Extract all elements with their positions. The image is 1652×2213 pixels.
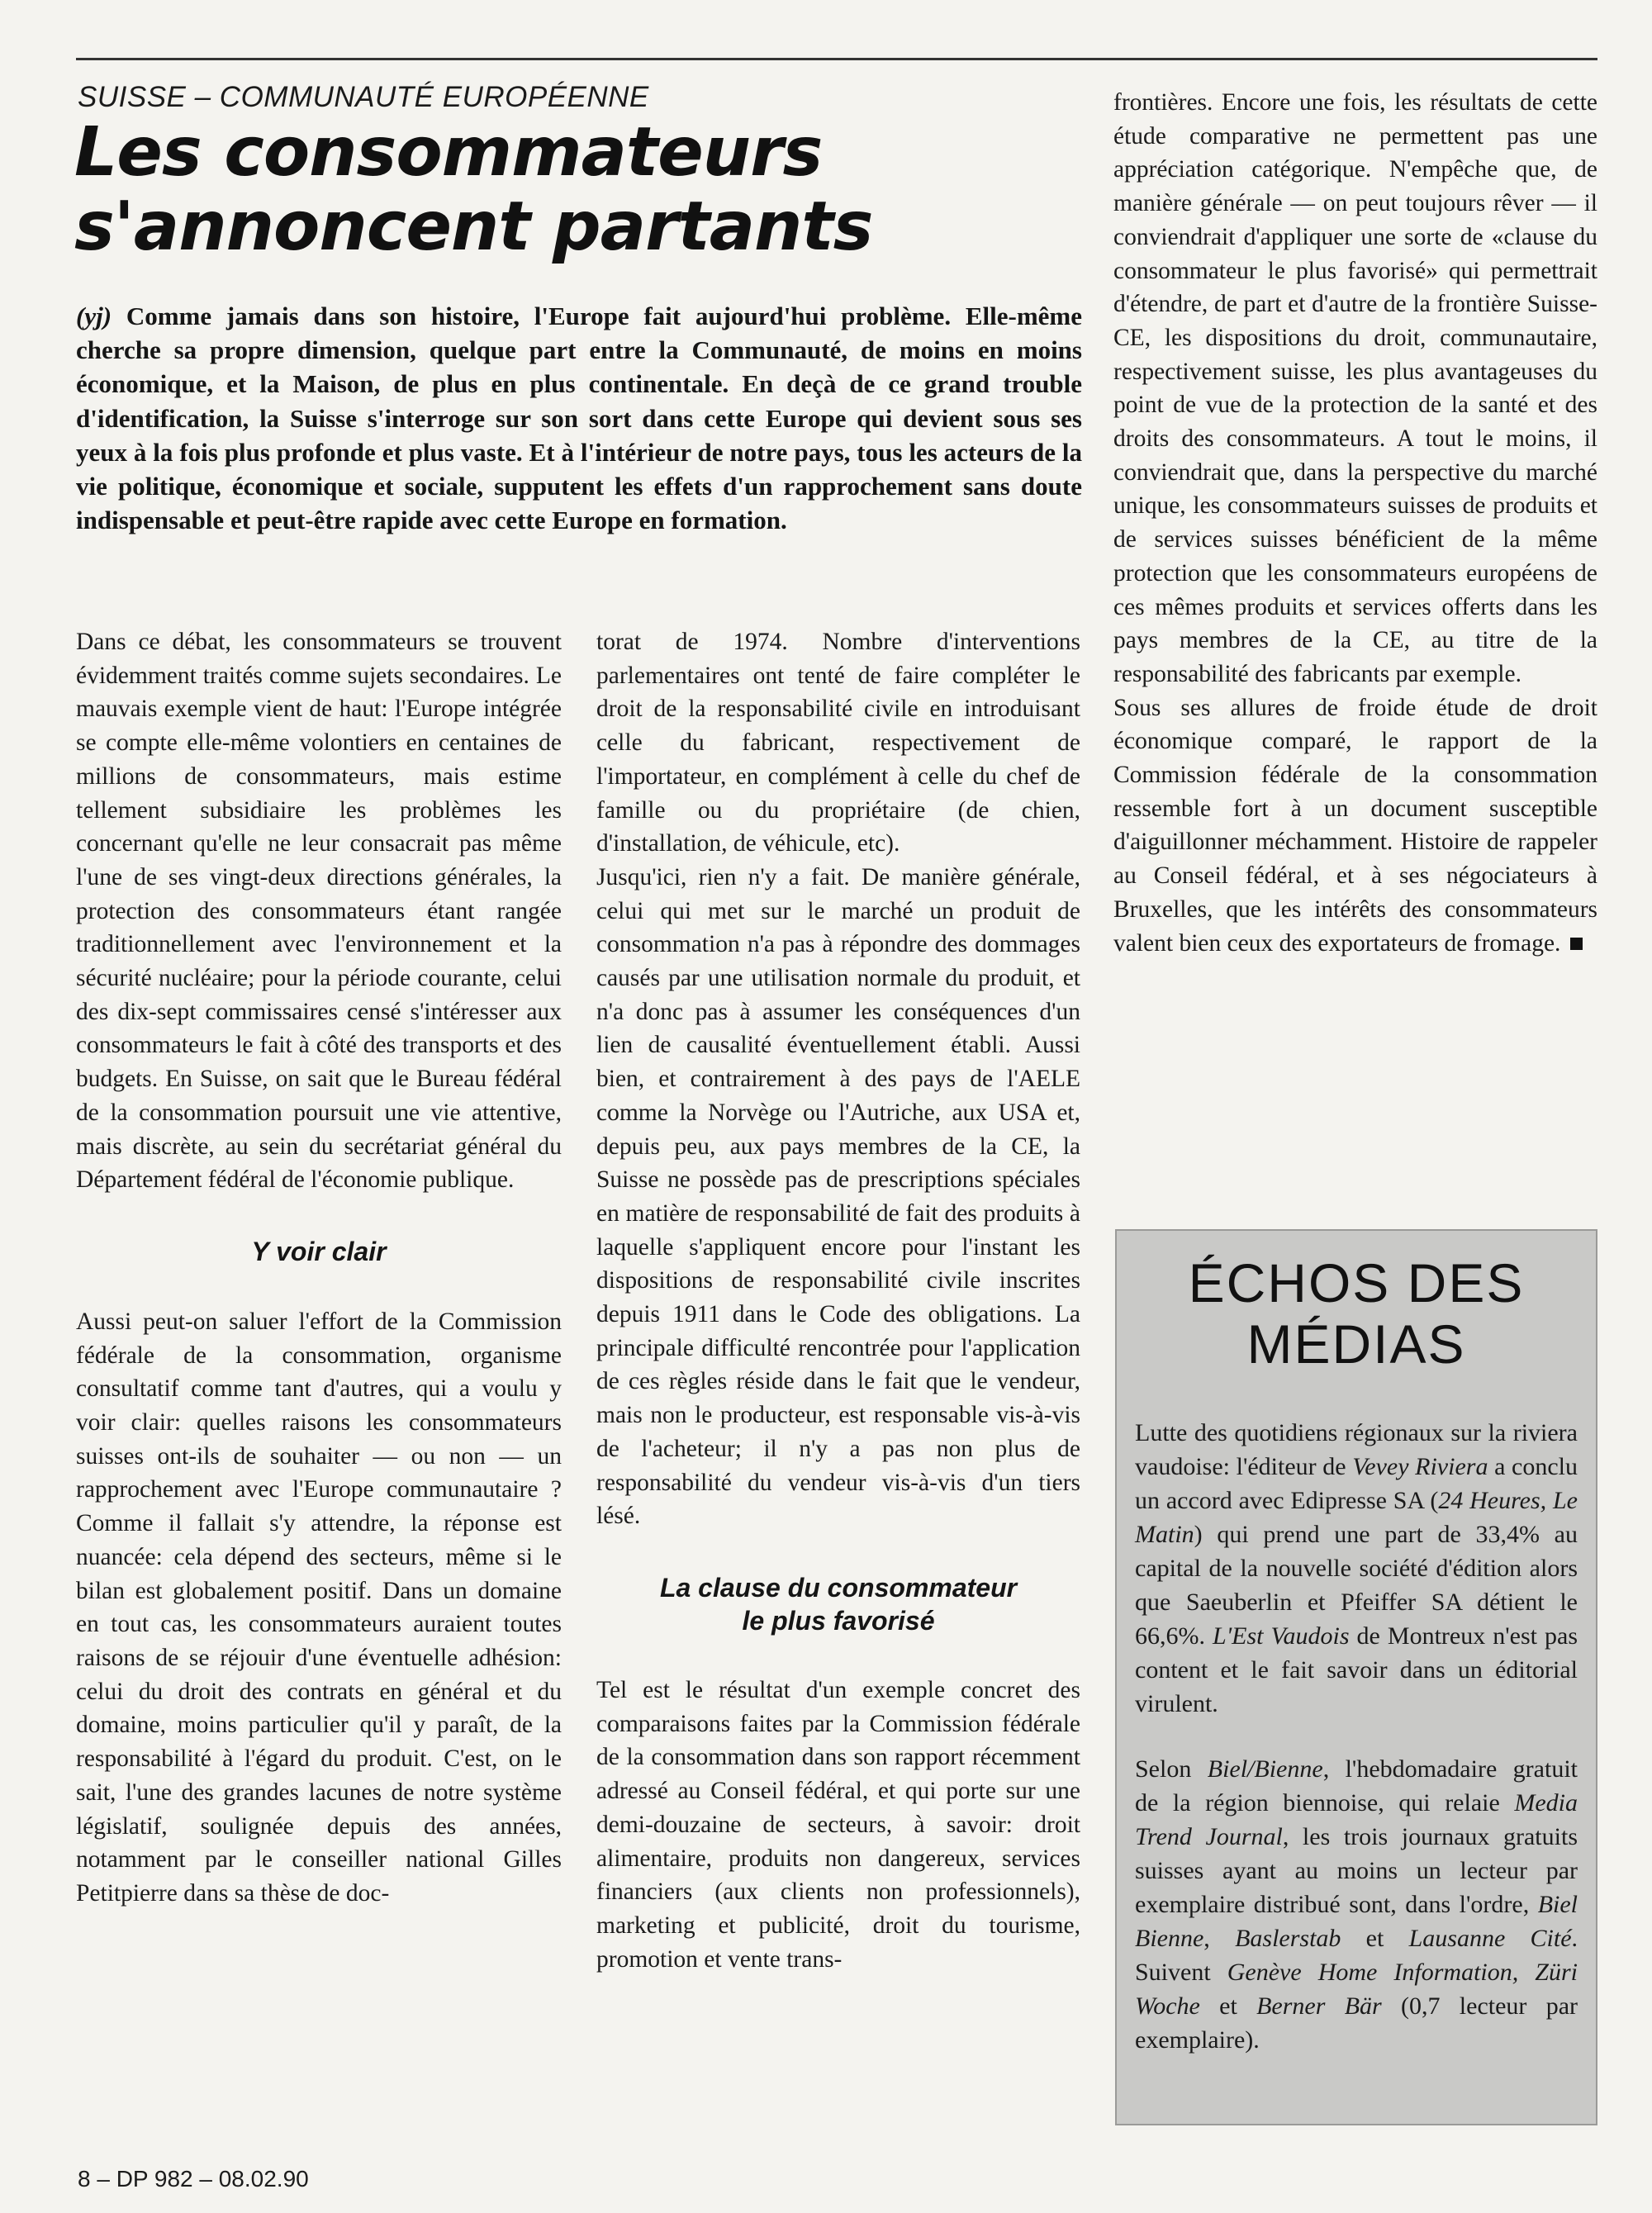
publication-name: Vevey Riviera xyxy=(1352,1453,1488,1480)
lead-text: Comme jamais dans son histoire, l'Europe fait aujourd'hui problème. Elle-même cherche sa propre dimension, quelque part entre la Communauté, de moins en moins économique, et la Maison, de plus en plus continentale. En deçà de ce grand trouble d'identification, la Suisse s'interroge sur son sort dans cette Europe qui devient sous ses yeux à la fois plus profonde et plus vaste. Et à l'intérieur de notre pays, tous les acteurs de la vie politique, économique et sociale, supputent les effets d'un rapprochement sans doute indispensable et peut-être rapide avec cette Europe en formation. xyxy=(76,302,1082,535)
text: et xyxy=(1199,1992,1257,2020)
text: et xyxy=(1341,1925,1409,1952)
publication-name: 24 Heures, Le Matin xyxy=(1135,1487,1578,1548)
section-kicker: SUISSE – COMMUNAUTÉ EUROPÉENNE xyxy=(78,81,649,113)
paragraph: Dans ce débat, les consommateurs se trouvent évidemment traités comme sujets secondaires. Le mauvais exemple vient de haut: l'Europe intégrée se compte elle-même volontiers en centaines de millions de consommateurs, mais estime tellement subsidiaire les problèmes les concernant qu'elle ne leur consacrait pas même l'une de ses vingt-deux directions générales, la protection des consommateurs étant rangée traditionnellement avec l'environnement et la sécurité nucléaire; pour la période courante, celui des dix-sept commissaires censé s'intéresser aux consommateurs le fait à côté des transports et des budgets. En Suisse, on sait que le Bureau fédéral de la consommation poursuit une vie attentive, mais discrète, au sein du secrétariat général du Département fédéral de l'économie publique. xyxy=(76,629,562,1194)
column-1 xyxy=(76,625,562,1911)
publication-name: Media Trend Journal xyxy=(1135,1789,1578,1850)
paragraph-text: Sous ses allures de froide étude de droit économique comparé, le rapport de la Commission fédérale de la consommation ressemble fort à un document susceptible d'aiguillonner méchamment. Histoire de rappeler au Conseil fédéral, et à ses négociateurs à Bruxelles, que les intérêts des consommateurs valent bien ceux des exportateurs de fromage. xyxy=(1113,694,1597,957)
publication-name: Lausanne Cité xyxy=(1408,1925,1572,1952)
column-3 xyxy=(1113,86,1597,960)
publication-name: Genève Home Information, Züri Woche xyxy=(1135,1959,1578,2020)
paragraph: Tel est le résultat d'un exemple concret des comparaisons faites par la Commission fédérale de la consommation dans son rapport récemment adressé au Conseil fédéral, et qui porte sur une demi-douzaine de secteurs, à savoir: droit alimentaire, produits non dangereux, services financiers (aux clients non professionnels), marketing et publicité, droit du tourisme, promotion et vente trans- xyxy=(596,1676,1080,1973)
page-footer: 8 – DP 982 – 08.02.90 xyxy=(78,2166,309,2192)
article-title: Les consommateurs s'annoncent partants xyxy=(74,113,873,266)
text: (0,7 lecteur par exemplaire). xyxy=(1135,1992,1578,2054)
publication-name: Baslerstab xyxy=(1235,1925,1341,1952)
sidebar-paragraph xyxy=(1135,1752,1578,2057)
author-initials: (yj) xyxy=(76,302,112,330)
publication-name: Biel Bienne xyxy=(1135,1891,1578,1952)
text: Lutte des quotidiens régionaux sur la riviera vaudoise: l'éditeur de xyxy=(1135,1419,1578,1480)
publication-name: Berner Bär xyxy=(1256,1992,1382,2020)
sidebar-paragraph xyxy=(1135,1416,1578,1721)
text: ) qui prend une part de 33,4% au capital de la nouvelle société d'édition alors que Saeuberlin et Pfeiffer SA détient le 66,6%. xyxy=(1135,1521,1578,1650)
text: , xyxy=(1203,1925,1236,1952)
subheading-line: La clause du consommateur xyxy=(659,1572,1018,1603)
column-2 xyxy=(596,625,1080,1976)
text: de Montreux n'est pas content et le fait savoir dans un éditorial virulent. xyxy=(1135,1622,1578,1717)
subheading-line: le plus favorisé xyxy=(742,1605,935,1636)
text: Selon xyxy=(1135,1755,1208,1783)
top-rule xyxy=(76,58,1597,60)
paragraph: torat de 1974. Nombre d'interventions parlementaires ont tenté de faire compléter le droit de la responsabilité civile en introduisant celle du fabricant, respectivement de l'importateur, en complément à celle du chef de famille ou du propriétaire (de chien, d'installation, de véhicule, etc). xyxy=(596,629,1080,857)
paragraph-final xyxy=(1113,691,1597,961)
text: a conclu un accord avec Edipresse SA ( xyxy=(1135,1453,1578,1514)
subheading-y-voir-clair: Y voir clair xyxy=(251,1236,387,1266)
subheading-clause xyxy=(596,1571,1080,1637)
paragraph: Jusqu'ici, rien n'y a fait. De manière générale, celui qui met sur le marché un produit de consommation n'a pas à répondre des dommages causés par une utilisation normale du produit, et n'a donc pas à assumer les conséquences d'un lien de causalité éventuellement établi. Aussi bien, et contrairement à des pays de l'AELE comme la Norvège ou l'Autriche, aux USA et, depuis peu, aux pays membres de la CE, la Suisse ne possède pas de prescriptions spéciales en matière de responsabilité de fait des produits à laquelle s'appliquent encore pour l'instant les dispositions de responsabilité civile inscrites depuis 1911 dans le Code des obligations. La principale difficulté rencontrée pour l'application de ces règles réside dans le fait que le vendeur, mais non le producteur, est responsable vis-à-vis de l'acheteur; il n'y a pas non plus de responsabilité du vendeur vis-à-vis d'un tiers lésé. xyxy=(596,863,1080,1530)
sidebar-echos-des-medias xyxy=(1115,1229,1597,2125)
sidebar-title-line: MÉDIAS xyxy=(1246,1313,1466,1375)
paragraph: Aussi peut-on saluer l'effort de la Commission fédérale de la consommation, organisme consultatif comme tant d'autres, qui a voulu y voir clair: quelles raisons les consommateurs suisses ont-ils de souhaiter — ou non — un rapprochement avec l'Europe communautaire ? Comme il fallait s'y attendre, la réponse est nuancée: cela dépend des secteurs, même si le bilan est globalement positif. Dans un domaine en tout cas, les consommateurs auraient toutes raisons de se réjouir d'une éventuelle adhésion: celui du droit des contrats en général et du domaine, moins particulier qu'il y paraît, de la responsabilité à l'égard du produit. C'est, on le sait, l'une des grandes lacunes de notre système législatif, soulignée depuis des années, notamment par le conseiller national Gilles Petitpierre dans sa thèse de doc- xyxy=(76,1308,562,1907)
publication-name: Biel/Bienne xyxy=(1207,1755,1323,1783)
paragraph: frontières. Encore une fois, les résultats de cette étude comparative ne permettent pas une appréciation catégorique. N'empêche que, de manière générale — on peut toujours rêver — il conviendrait d'appliquer une sorte de «clause du consommateur le plus favorisé» qui permettrait d'étendre, de part et d'autre de la frontière Suisse-CE, les dispositions du droit, communautaire, respectivement suisse, les plus avantageuses du point de vue de la protection de la santé et des droits des consommateurs. A tout le moins, il conviendrait que, dans la perspective du marché unique, les consommateurs suisses de produits et de services suisses bénéficient de la même protection que les consommateurs européens de ces mêmes produits et services offerts dans les pays membres de la CE, au titre de la responsabilité des fabricants par exemple. xyxy=(1113,89,1597,687)
publication-name: L'Est Vaudois xyxy=(1213,1622,1350,1650)
end-mark-icon xyxy=(1570,938,1583,950)
text: , l'hebdomadaire gratuit de la région biennoise, qui relaie xyxy=(1135,1755,1578,1816)
sidebar-title xyxy=(1117,1252,1596,1375)
text: . Suivent xyxy=(1135,1925,1578,1986)
sidebar-body xyxy=(1135,1416,1578,2057)
text: , les trois journaux gratuits suisses ayant au moins un lecteur par exemplaire distribué sont, dans l'ordre, xyxy=(1135,1823,1578,1918)
sidebar-title-line: ÉCHOS DES xyxy=(1188,1252,1525,1313)
article-lead xyxy=(76,299,1082,537)
